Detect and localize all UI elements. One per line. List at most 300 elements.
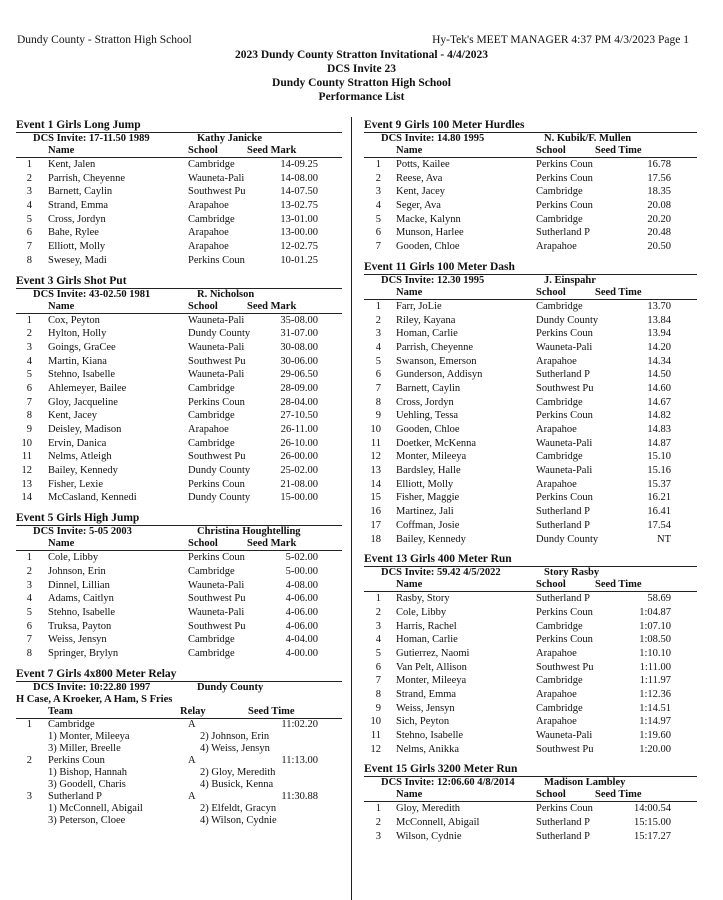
athlete-name: Wilson, Cydnie [396,830,462,842]
school: Perkins Coun [536,328,593,340]
place: 3 [375,186,381,198]
seed-mark: 15-00.00 [280,492,318,504]
school: Cambridge [188,159,235,170]
event-section [364,762,697,843]
place: 9 [375,410,381,422]
athlete-name: Riley, Kayana [396,314,456,326]
place: 4 [26,355,32,367]
school: Arapahoe [188,200,229,212]
table-row [364,226,697,240]
record-holder: R. Nicholson [197,288,255,300]
place: 7 [375,382,381,394]
athlete-name: Doetker, McKenna [396,437,477,449]
seed-mark: 14.87 [647,437,671,449]
school: Sutherland P [536,519,590,531]
meet-titles [0,48,723,104]
place: 7 [26,396,32,408]
seed-mark: 16.21 [647,492,671,504]
place: 2 [375,606,381,618]
record-holder: Story Rasby [544,567,600,579]
seed-mark: 10-01.25 [280,254,318,266]
event-title: Event 1 Girls Long Jump [16,119,141,131]
place: 12 [370,743,381,755]
table-row [16,633,342,647]
table-row [364,382,697,396]
seed-mark: 25-02.00 [280,465,318,477]
athlete-name: Swesey, Madi [48,254,107,266]
athlete-name: Elliott, Molly [48,241,106,253]
col-mark: Seed Mark [247,538,297,550]
place: 2 [26,328,32,340]
place: 17 [370,519,381,531]
school: Sutherland P [536,830,590,842]
school: Arapahoe [536,424,577,435]
place: 15 [370,492,381,504]
place: 18 [370,533,381,545]
school: Perkins Coun [536,606,593,618]
place: 3 [375,328,381,340]
place: 3 [26,579,32,591]
school: Perkins Coun [536,492,593,504]
col-school: School [536,579,566,591]
col-name: Name [396,789,423,801]
col-name: Name [48,300,75,312]
athlete-name: Gunderson, Addisyn [396,369,483,381]
athlete-name: Johnson, Erin [48,565,106,577]
event-title: Event 13 Girls 400 Meter Run [364,553,512,566]
record-holder: Dundy County [197,681,264,693]
table-row [16,579,342,593]
seed-mark: 14-09.25 [280,159,318,170]
school: Sutherland P [536,506,590,518]
event-title: Event 11 Girls 100 Meter Dash [364,260,515,273]
relay-team-row [16,719,342,731]
place: 1 [375,593,381,605]
table-row [16,551,342,565]
table-header [16,706,342,719]
record-label: DCS Invite: 59.42 4/5/2022 [381,567,501,579]
school: Wauneta-Pali [188,172,245,184]
school: Arapahoe [536,355,577,367]
seed-mark: 14.83 [647,424,671,435]
place: 6 [26,620,32,632]
seed-mark: 14.50 [647,369,671,381]
table-row [16,592,342,606]
table-row [364,620,697,634]
athlete-name: Sich, Peyton [396,716,450,728]
school: Cambridge [536,396,583,408]
school: Southwest Pu [536,661,594,673]
table-row [16,226,342,240]
athlete-name: Elliott, Molly [396,478,454,490]
athlete-name: Reese, Ava [396,172,443,184]
athlete-name: Cross, Jordyn [396,396,454,408]
athlete-name: Bahe, Rylee [48,227,99,239]
athlete-name: Kent, Jacey [48,410,97,422]
col-mark: Seed Time [595,286,642,298]
athlete-name: Macke, Kalynn [396,213,461,225]
seed-mark: 16.78 [647,159,671,170]
table-row [364,816,697,830]
place: 11 [370,730,381,742]
left-column [16,118,342,833]
school: Perkins Coun [536,410,593,422]
col-school: School [188,538,218,550]
school: Cambridge [536,620,583,632]
athlete-name: Kent, Jalen [48,159,96,170]
seed-mark: 14.82 [647,410,671,422]
seed-mark: 58.69 [647,593,671,605]
table-header [364,579,697,592]
seed-mark: 28-04.00 [280,396,318,408]
school: Perkins Coun [536,200,593,212]
col-school: School [536,789,566,801]
team-name: Cambridge [48,718,95,730]
athlete-name: Harris, Rachel [396,620,457,632]
seed-mark: 20.20 [647,213,671,225]
school: Wauneta-Pali [536,437,593,449]
school: Dundy County [188,465,251,477]
header-school: Dundy County - Stratton High School [17,34,192,46]
place: 16 [370,506,381,518]
table-row [16,254,342,268]
athlete-name: Martinez, Jali [396,506,454,518]
record-holder: N. Kubik/F. Mullen [544,133,632,144]
place: 5 [375,355,381,367]
table-row [364,647,697,661]
school: Cambridge [188,437,235,449]
athlete-name: Cross, Jordyn [48,213,106,225]
table-row [364,450,697,464]
seed-mark: 18.35 [647,186,671,198]
table-row [364,199,697,213]
record-label: DCS Invite: 14.80 1995 [381,133,485,144]
athlete-name: Weiss, Jensyn [48,634,107,646]
place: 6 [375,369,381,381]
school: Cambridge [536,300,583,312]
table-row [364,341,697,355]
event-section [16,511,342,661]
seed-mark: 30-06.00 [280,355,318,367]
athlete-name: Van Pelt, Allison [396,661,467,673]
seed-mark: 4-06.00 [285,606,318,618]
team-name: Perkins Coun [48,754,105,766]
seed-mark: 1:08.50 [639,634,671,646]
seed-time: 11:02.20 [281,718,318,730]
seed-mark: 1:14.51 [639,702,671,714]
relay-letter: A [188,790,196,802]
athlete-name: Potts, Kailee [396,159,450,170]
athlete-name: Bardsley, Halle [396,465,461,477]
athlete-name: Truksa, Payton [48,620,112,632]
athlete-name: Nelms, Atleigh [48,451,112,463]
athlete-name: Stehno, Isabelle [396,730,464,742]
record-line [364,133,697,145]
relay-legs-row [16,743,342,755]
col-name: Name [396,286,423,298]
school: Wauneta-Pali [188,579,245,591]
seed-mark: 14.60 [647,382,671,394]
record-line [16,526,342,538]
athlete-name: Kent, Jacey [396,186,445,198]
place: 3 [26,341,32,353]
school: Cambridge [536,451,583,463]
table-row [364,830,697,844]
school: Wauneta-Pali [188,369,245,381]
table-row [364,592,697,606]
place: 4 [375,200,381,212]
col-school: School [536,286,566,298]
athlete-name: Monter, Mileeya [396,451,467,463]
table-row [364,688,697,702]
meet-title: 2023 Dundy County Stratton Invitational - 4/4/2023 [234,49,489,61]
team-name: Sutherland P [48,790,102,802]
place: 12 [370,451,381,463]
school: Perkins Coun [188,552,245,564]
place: 10 [370,716,381,728]
record-line [16,133,342,145]
place: 8 [26,647,32,659]
seed-mark: 30-08.00 [280,341,318,353]
seed-mark: 17.56 [647,172,671,184]
seed-mark: 15.37 [647,478,671,490]
event-section [16,118,342,268]
place: 4 [26,593,32,605]
athlete-name: Homan, Carlie [396,328,458,340]
record-label: DCS Invite: 12.30 1995 [381,274,485,286]
school: Arapahoe [536,689,577,700]
table-row [364,240,697,254]
school: Wauneta-Pali [188,606,245,618]
table-row [364,743,697,757]
seed-mark: 28-09.00 [280,382,318,394]
table-row [364,327,697,341]
school: Cambridge [536,213,583,225]
place: 8 [26,410,32,422]
seed-time: 11:30.88 [281,790,318,802]
place: 1 [375,300,381,312]
relay-legs-row [16,731,342,743]
athlete-name: Ahlemeyer, Bailee [48,382,127,394]
school: Arapahoe [188,227,229,239]
table-row [364,505,697,519]
school: Southwest Pu [188,355,246,367]
event-title: Event 15 Girls 3200 Meter Run [364,763,518,776]
table-row [364,396,697,410]
place: 5 [26,213,32,225]
place: 2 [375,314,381,326]
athlete-name: McCasland, Kennedi [48,492,137,504]
school: Dundy County [536,314,599,326]
column-divider [351,117,352,900]
table-row [364,368,697,382]
school: Sutherland P [536,593,590,605]
table-header [16,145,342,158]
event-section [364,118,697,254]
athlete-name: Adams, Caitlyn [48,593,114,605]
relay-letter: A [188,718,196,730]
col-team: Team [48,705,73,717]
relay-legs-row [16,803,342,815]
right-events [364,118,697,844]
seed-mark: 35-08.00 [280,314,318,326]
table-row [16,355,342,369]
athlete-name: Cole, Libby [396,606,447,618]
school: Dundy County [188,328,251,340]
table-row [364,802,697,816]
col-mark: Seed Time [595,579,642,591]
place: 2 [26,754,32,766]
col-seed-time: Seed Time [248,705,295,717]
seed-mark: 15.10 [647,451,671,463]
seed-mark: 5-02.00 [285,552,318,564]
place: 1 [26,314,32,326]
school: Southwest Pu [188,593,246,605]
school: Cambridge [188,647,235,659]
seed-mark: 21-08.00 [280,478,318,490]
table-row [364,409,697,423]
event-relay [16,667,342,827]
seed-mark: 27-10.50 [280,410,318,422]
place: 5 [26,369,32,381]
athlete-name: Fisher, Maggie [396,492,460,504]
seed-mark: 13.84 [647,314,671,326]
col-school: School [188,145,218,156]
athlete-name: Cole, Libby [48,552,99,564]
seed-mark: 20.50 [647,241,671,253]
col-mark: Seed Time [595,145,642,156]
seed-mark: 16.41 [647,506,671,518]
school: Perkins Coun [536,803,593,815]
athlete-name: Ervin, Danica [48,437,107,449]
school: Sutherland P [536,817,590,829]
table-row [364,729,697,743]
athlete-name: Gloy, Meredith [396,803,461,815]
relay-leg: 1) Monter, Mileeya [48,730,130,742]
record-line [364,777,697,789]
athlete-name: Strand, Emma [396,689,457,700]
athlete-name: Stehno, Isabelle [48,606,116,618]
place: 1 [375,803,381,815]
place: 3 [26,186,32,198]
col-mark: Seed Mark [247,145,297,156]
athlete-name: Fisher, Lexie [48,478,103,490]
relay-legs-row [16,779,342,791]
place: 5 [26,606,32,618]
school: Perkins Coun [536,159,593,170]
relay-leg: 4) Wilson, Cydnie [200,814,277,826]
seed-mark: 26-10.00 [280,437,318,449]
col-name: Name [396,145,423,156]
seed-mark: NT [657,533,671,545]
seed-mark: 29-06.50 [280,369,318,381]
record-line [16,682,342,694]
athlete-name: Parrish, Cheyenne [396,341,473,353]
relay-leg: 1) Bishop, Hannah [48,766,128,778]
place: 2 [26,565,32,577]
table-row [16,382,342,396]
relay-team-row [16,791,342,803]
athlete-name: Martin, Kiana [48,355,107,367]
seed-mark: 20.08 [647,200,671,212]
seed-mark: 4-06.00 [285,593,318,605]
athlete-name: Gooden, Chloe [396,241,460,253]
table-row [16,341,342,355]
seed-mark: 13.70 [647,300,671,312]
table-row [16,368,342,382]
seed-mark: 14-08.00 [280,172,318,184]
meet-subtitle: DCS Invite 23 [326,63,396,75]
relay-leg: 1) McConnell, Abigail [48,802,143,814]
seed-mark: 17.54 [647,519,671,531]
table-row [364,423,697,437]
relay-legs-row [16,767,342,779]
table-header [16,538,342,551]
record-label: DCS Invite: 10:22.80 1997 [33,681,151,693]
seed-mark: 31-07.00 [280,328,318,340]
seed-mark: 14.34 [647,355,671,367]
place: 10 [370,424,381,435]
place: 6 [375,227,381,239]
table-row [16,565,342,579]
school: Cambridge [536,186,583,198]
school: Cambridge [188,213,235,225]
seed-mark: 1:10.10 [639,647,671,659]
relay-letter: A [188,754,196,766]
table-header [16,301,342,314]
school: Arapahoe [188,424,229,435]
seed-mark: 1:11.97 [639,675,671,687]
athlete-name: Barnett, Caylin [48,186,113,198]
seed-mark: 4-04.00 [285,634,318,646]
school: Wauneta-Pali [536,341,593,353]
athlete-name: Cox, Peyton [48,314,100,326]
place: 6 [26,227,32,239]
report-title: Performance List [318,91,405,103]
seed-mark: 1:07.10 [639,620,671,632]
school: Arapahoe [536,241,577,253]
table-row [16,172,342,186]
record-line [364,567,697,579]
school: Arapahoe [536,716,577,728]
athlete-name: Farr, JoLie [396,300,442,312]
school: Southwest Pu [188,186,246,198]
table-header [364,287,697,300]
record-line [16,289,342,301]
place: 6 [26,382,32,394]
athlete-name: Dinnel, Lillian [48,579,110,591]
event-title: Event 5 Girls High Jump [16,512,140,525]
seed-mark: 13.94 [647,328,671,340]
seed-mark: 15:15.00 [633,817,671,829]
table-row [16,327,342,341]
school: Perkins Coun [536,634,593,646]
col-relay: Relay [180,705,206,717]
table-row [16,409,342,423]
record-label: DCS Invite: 17-11.50 1989 [33,133,150,144]
relay-leg: 2) Elfeldt, Gracyn [200,802,277,814]
place: 1 [26,552,32,564]
relay-leg: 3) Miller, Breelle [48,742,121,754]
table-row [364,158,697,172]
school: Wauneta-Pali [188,341,245,353]
athlete-name: Gooden, Chloe [396,424,460,435]
school: Sutherland P [536,369,590,381]
athlete-name: Deisley, Madison [48,424,122,435]
athlete-name: Coffman, Josie [396,519,460,531]
table-row [364,633,697,647]
school: Perkins Coun [188,396,245,408]
